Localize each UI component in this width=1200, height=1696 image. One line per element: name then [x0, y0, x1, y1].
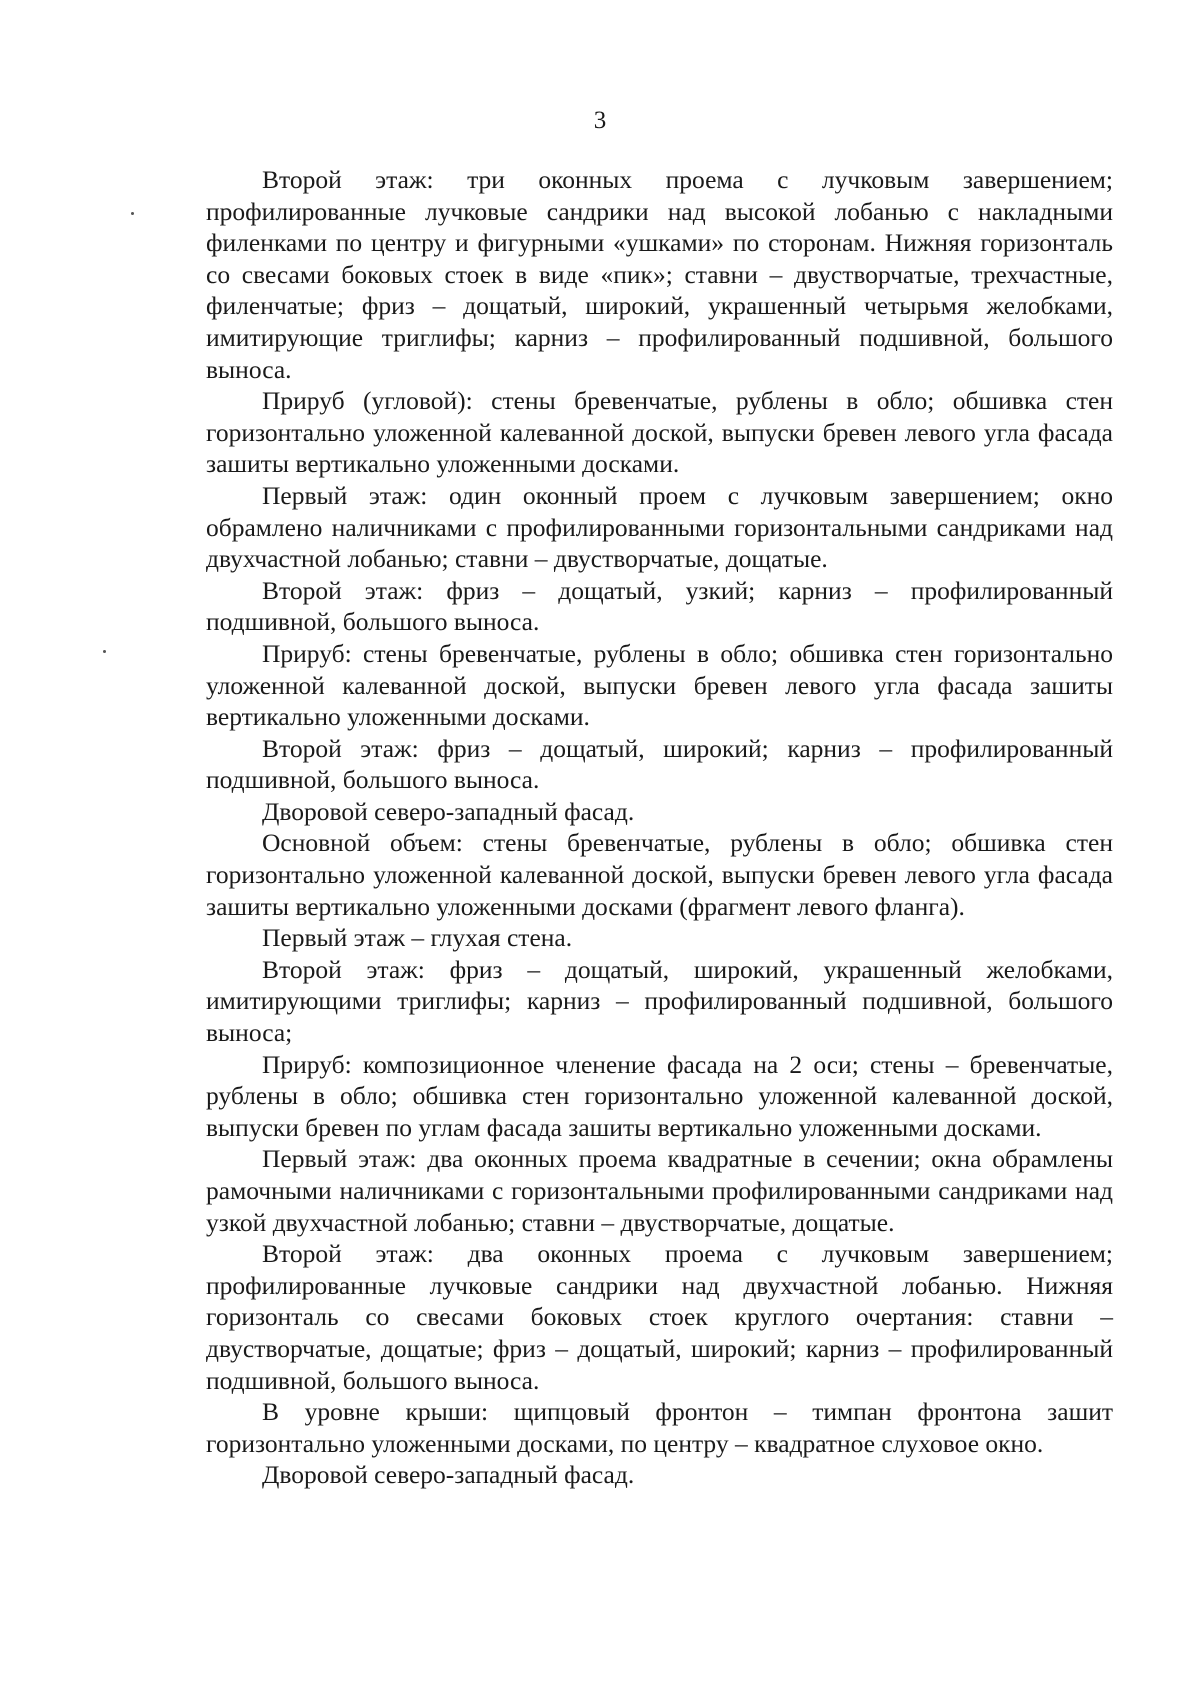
paragraph: Дворовой северо-западный фасад.: [262, 1460, 635, 1490]
paragraph: Второй этаж: фриз – дощатый, широкий, украшенный желобками, имитирующими триглифы; карниз – профилированный подшивной, большого выноса;: [206, 954, 1113, 1048]
paragraph: Второй этаж: фриз – дощатый, широкий; карниз – профилированный подшивной, большого выноса.: [206, 733, 1113, 795]
paragraph: Прируб: стены бревенчатые, рублены в обло; обшивка стен горизонтально уложенной калеванной доской, выпуски бревен левого угла фасада зашиты вертикально уложенными досками.: [206, 638, 1113, 732]
paragraph: Второй этаж: три оконных проема с лучковым завершением; профилированные лучковые сандрики над высокой лобанью с накладными филенками по центру и фигурными «ушками» по сторонам. Нижняя горизонталь со свесами боковых стоек в виде «пик»; ставни – двустворчатые, трехчастные, филенчатые; фриз – дощатый, широкий, украшенный четырьмя желобками, имитирующие триглифы; карниз – профилированный подшивной, большого выноса.: [206, 165, 1113, 384]
scan-speck: [131, 212, 134, 215]
paragraph: Дворовой северо-западный фасад.: [262, 796, 635, 826]
paragraph: Первый этаж: один оконный проем с лучковым завершением; окно обрамлено наличниками с профилированными горизонтальными сандриками над двухчастной лобанью; ставни – двустворчатые, дощатые.: [206, 480, 1113, 574]
scan-speck: [103, 650, 106, 653]
paragraph: Прируб (угловой): стены бревенчатые, рублены в обло; обшивка стен горизонтально уложенной калеванной доской, выпуски бревен левого угла фасада зашиты вертикально уложенными досками.: [206, 386, 1113, 479]
paragraph: Основной объем: стены бревенчатые, рублены в обло; обшивка стен горизонтально уложенной калеванной доской, выпуски бревен левого угла фасада зашиты вертикально уложенными досками (фрагмент левого фланга).: [206, 828, 1113, 921]
paragraph: В уровне крыши: щипцовый фронтон – тимпан фронтона зашит горизонтально уложенными досками, по центру – квадратное слуховое окно.: [206, 1397, 1113, 1458]
document-body: [206, 164, 1113, 1491]
paragraph: Первый этаж – глухая стена.: [262, 923, 573, 953]
page-number: 3: [593, 107, 607, 134]
paragraph: Второй этаж: фриз – дощатый, узкий; карниз – профилированный подшивной, большого выноса.: [206, 575, 1113, 637]
paragraph: Второй этаж: два оконных проема с лучковым завершением; профилированные лучковые сандрики над двухчастной лобанью. Нижняя горизонталь со свесами боковых стоек круглого очертания: ставни – двустворчатые, дощатые; фриз – дощатый, широкий; карниз – профилированный подшивной, большого выноса.: [206, 1239, 1113, 1395]
paragraph: Первый этаж: два оконных проема квадратные в сечении; окна обрамлены рамочными наличниками с горизонтальными профилированными сандриками над узкой двухчастной лобанью; ставни – двустворчатые, дощатые.: [206, 1144, 1113, 1237]
paragraph: Прируб: композиционное членение фасада на 2 оси; стены – бревенчатые, рублены в обло; обшивка стен горизонтально уложенной калеванной доской, выпуски бревен по углам фасада зашиты вертикально уложенными досками.: [206, 1049, 1113, 1142]
